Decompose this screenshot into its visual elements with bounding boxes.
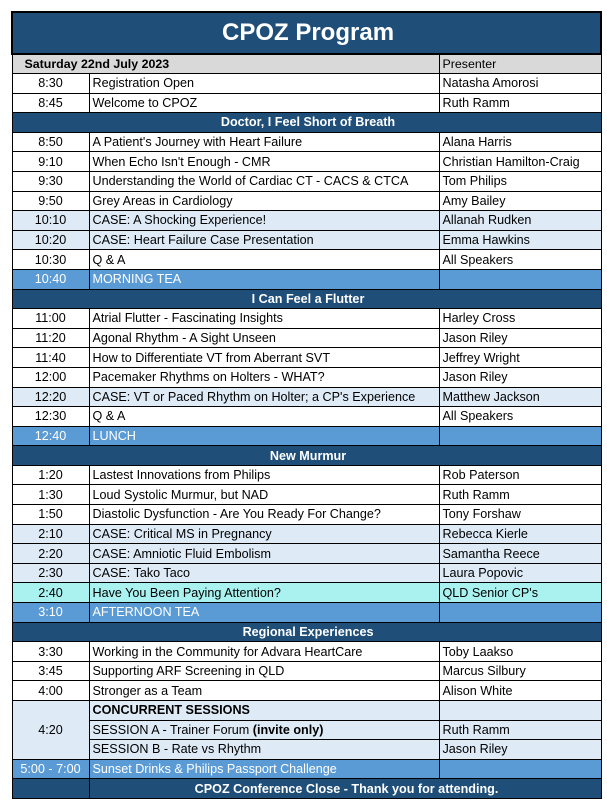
schedule-row (12, 544, 601, 564)
schedule-row (12, 505, 601, 525)
schedule-row (12, 642, 601, 662)
time-cell: 10:10 (12, 211, 89, 231)
schedule-row (12, 348, 601, 368)
session-cell: How to Differentiate VT from Aberrant SVT (89, 348, 439, 368)
session-cell: CASE: VT or Paced Rhythm on Holter; a CP's Experience (89, 387, 439, 407)
presenter-cell: Jeffrey Wright (439, 348, 601, 368)
presenter-cell: Tom Philips (439, 171, 601, 191)
time-cell: 3:30 (12, 642, 89, 662)
section-heading-row (12, 446, 601, 466)
schedule-row (12, 563, 601, 583)
schedule-row (12, 250, 601, 270)
presenter-cell: Rebecca Kierle (439, 524, 601, 544)
presenter-cell (439, 426, 601, 446)
time-cell: 9:30 (12, 171, 89, 191)
time-cell: 11:00 (12, 309, 89, 329)
time-cell: 10:20 (12, 230, 89, 250)
section-heading: I Can Feel a Flutter (12, 289, 601, 309)
schedule-row (12, 74, 601, 94)
concurrent-time: 4:20 (12, 701, 89, 760)
program-body (12, 12, 601, 701)
schedule-row (12, 309, 601, 329)
break-row (12, 269, 601, 289)
schedule-row (12, 171, 601, 191)
sunset-session: Sunset Drinks & Philips Passport Challenge (89, 759, 439, 779)
schedule-row (12, 524, 601, 544)
presenter-cell: Alana Harris (439, 132, 601, 152)
presenter-cell: Christian Hamilton-Craig (439, 152, 601, 172)
presenter-cell: Allanah Rudken (439, 211, 601, 231)
schedule-row (12, 93, 601, 113)
time-cell: 1:20 (12, 465, 89, 485)
session-cell: Working in the Community for Advara HeartCare (89, 642, 439, 662)
time-cell: 11:20 (12, 328, 89, 348)
concurrent-heading: CONCURRENT SESSIONS (89, 701, 439, 721)
schedule-row (12, 387, 601, 407)
session-cell: CASE: Heart Failure Case Presentation (89, 230, 439, 250)
presenter-cell: All Speakers (439, 250, 601, 270)
session-cell: Grey Areas in Cardiology (89, 191, 439, 211)
time-cell: 12:30 (12, 407, 89, 427)
session-a-title: SESSION A - Trainer Forum (92, 722, 250, 737)
session-cell: CASE: Tako Taco (89, 563, 439, 583)
presenter-cell: Tony Forshaw (439, 505, 601, 525)
time-cell: 3:45 (12, 661, 89, 681)
date-row (12, 54, 601, 74)
session-cell: Diastolic Dysfunction - Are You Ready For Change? (89, 505, 439, 525)
session-a-cell (89, 720, 439, 740)
presenter-cell: Ruth Ramm (439, 93, 601, 113)
schedule-row (12, 367, 601, 387)
session-cell: Supporting ARF Screening in QLD (89, 661, 439, 681)
presenter-cell: Jason Riley (439, 367, 601, 387)
session-a-note: (invite only) (252, 722, 324, 737)
time-cell: 12:00 (12, 367, 89, 387)
schedule-row (12, 328, 601, 348)
presenter-cell: Natasha Amorosi (439, 74, 601, 94)
schedule-row (12, 132, 601, 152)
session-cell: Pacemaker Rhythms on Holters - WHAT? (89, 367, 439, 387)
time-cell: 10:40 (12, 269, 89, 289)
presenter-cell: Harley Cross (439, 309, 601, 329)
session-b-row (12, 740, 601, 760)
time-cell: 4:00 (12, 681, 89, 701)
session-cell: Lastest Innovations from Philips (89, 465, 439, 485)
program-sheet (11, 11, 600, 799)
presenter-cell: QLD Senior CP's (439, 583, 601, 603)
program-title: CPOZ Program (12, 12, 601, 54)
session-cell: Have You Been Paying Attention? (89, 583, 439, 603)
program-table (11, 11, 602, 799)
presenter-cell: Rob Paterson (439, 465, 601, 485)
session-cell: Agonal Rhythm - A Sight Unseen (89, 328, 439, 348)
presenter-cell: Amy Bailey (439, 191, 601, 211)
concurrent-presenter-empty (439, 701, 601, 721)
presenter-cell: Marcus Silbury (439, 661, 601, 681)
schedule-row (12, 230, 601, 250)
session-cell: Atrial Flutter - Fascinating Insights (89, 309, 439, 329)
session-a-presenter: Ruth Ramm (439, 720, 601, 740)
concurrent-heading-row (12, 701, 601, 721)
presenter-cell: Emma Hawkins (439, 230, 601, 250)
session-b-presenter: Jason Riley (439, 740, 601, 760)
section-heading: Regional Experiences (12, 622, 601, 642)
session-a-row (12, 720, 601, 740)
time-cell: 9:50 (12, 191, 89, 211)
session-cell: Registration Open (89, 74, 439, 94)
presenter-cell: Toby Laakso (439, 642, 601, 662)
time-cell: 2:10 (12, 524, 89, 544)
session-cell: Understanding the World of Cardiac CT - CACS & CTCA (89, 171, 439, 191)
sunset-presenter-empty (439, 759, 601, 779)
schedule-row (12, 465, 601, 485)
schedule-row (12, 661, 601, 681)
schedule-row (12, 152, 601, 172)
time-cell: 9:10 (12, 152, 89, 172)
section-heading-row (12, 113, 601, 133)
time-cell: 2:20 (12, 544, 89, 564)
closing-row (12, 779, 601, 799)
time-cell: 11:40 (12, 348, 89, 368)
section-heading-row (12, 622, 601, 642)
sunset-time: 5:00 - 7:00 (12, 759, 89, 779)
time-cell: 12:40 (12, 426, 89, 446)
schedule-row (12, 407, 601, 427)
time-cell: 12:20 (12, 387, 89, 407)
program-date: Saturday 22nd July 2023 (12, 54, 439, 74)
session-cell: CASE: A Shocking Experience! (89, 211, 439, 231)
session-cell: CASE: Critical MS in Pregnancy (89, 524, 439, 544)
presenter-cell: Jason Riley (439, 328, 601, 348)
presenter-cell: Matthew Jackson (439, 387, 601, 407)
presenter-cell: Ruth Ramm (439, 485, 601, 505)
closing-time-empty (12, 779, 89, 799)
presenter-cell: All Speakers (439, 407, 601, 427)
time-cell: 2:30 (12, 563, 89, 583)
break-row (12, 426, 601, 446)
time-cell: 8:50 (12, 132, 89, 152)
session-cell: AFTERNOON TEA (89, 603, 439, 623)
schedule-row (12, 681, 601, 701)
session-cell: Q & A (89, 250, 439, 270)
time-cell: 3:10 (12, 603, 89, 623)
time-cell: 1:50 (12, 505, 89, 525)
time-cell: 10:30 (12, 250, 89, 270)
time-cell: 1:30 (12, 485, 89, 505)
schedule-row (12, 583, 601, 603)
section-heading-row (12, 289, 601, 309)
presenter-cell: Samantha Reece (439, 544, 601, 564)
session-cell: Loud Systolic Murmur, but NAD (89, 485, 439, 505)
time-cell: 8:45 (12, 93, 89, 113)
program-tail (12, 701, 601, 799)
time-cell: 2:40 (12, 583, 89, 603)
presenter-cell: Laura Popovic (439, 563, 601, 583)
presenter-cell: Alison White (439, 681, 601, 701)
break-row (12, 603, 601, 623)
schedule-row (12, 485, 601, 505)
schedule-row (12, 191, 601, 211)
presenter-header: Presenter (439, 54, 601, 74)
closing-text: CPOZ Conference Close - Thank you for attending. (89, 779, 601, 799)
session-cell: LUNCH (89, 426, 439, 446)
section-heading: Doctor, I Feel Short of Breath (12, 113, 601, 133)
session-cell: Q & A (89, 407, 439, 427)
session-cell: CASE: Amniotic Fluid Embolism (89, 544, 439, 564)
session-cell: Welcome to CPOZ (89, 93, 439, 113)
session-cell: Stronger as a Team (89, 681, 439, 701)
title-row (12, 12, 601, 54)
session-cell: MORNING TEA (89, 269, 439, 289)
presenter-cell (439, 603, 601, 623)
section-heading: New Murmur (12, 446, 601, 466)
session-cell: When Echo Isn't Enough - CMR (89, 152, 439, 172)
session-cell: A Patient's Journey with Heart Failure (89, 132, 439, 152)
time-cell: 8:30 (12, 74, 89, 94)
schedule-row (12, 211, 601, 231)
session-b-title: SESSION B - Rate vs Rhythm (89, 740, 439, 760)
sunset-row (12, 759, 601, 779)
presenter-cell (439, 269, 601, 289)
